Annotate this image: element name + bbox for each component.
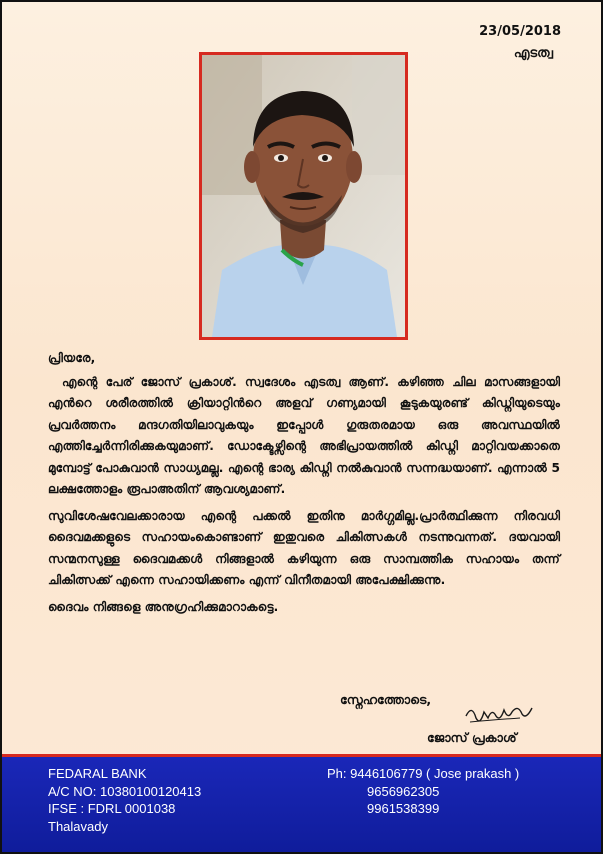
letter-greeting: പ്രിയരേ, [48,351,96,365]
letter-paragraph-3: ദൈവം നിങ്ങളെ അനുഗ്രഹിക്കുമാറാകട്ടെ. [48,599,279,614]
letter-place: എടത്വ [513,46,553,61]
phone-primary: Ph: 9446106779 ( Jose prakash ) [327,766,520,781]
letter-paragraph-1: എന്റെ പേര് ജോസ് പ്രകാശ്. സ്വദേശം എടത്വ ആണ്. കഴിഞ്ഞ ചില മാസങ്ങളായി എൻറെ ശരീരത്തിൽ ക്രിയാറ്റിൻറെ അളവ് ഗണ്യമായി കൂടുകയുരണ്ട് കിഡ്നിയുടെയും പ്രവർത്തനം മന്ദഗതിയിലാവുകയും ഇപ്പോൾ ഗുരുതരമായ ഒരു അവസ്ഥയിൽ എത്തിച്ചേർന്നിരിക്കുകയുമാണ്. ഡോക്ടേഴ്സിന്റെ അഭിപ്രായത്തിൽ കിഡ്നി മാറ്റിവയക്കാതെ മുമ്പോട്ട് പോകുവാൻ സാധ്യമല്ല. എന്റെ ഭാര്യ കിഡ്നി നൽകുവാൻ സന്നദ്ധയാണ്. എന്നാൽ 5 ലക്ഷത്തോളം രൂപാഅതിന് ആവശ്യമാണ്. [48,374,560,496]
bank-details [48,765,201,835]
handwritten-signature [462,698,540,732]
portrait-photo [199,52,408,340]
ifsc-code: IFSE : FDRL 0001038 [48,801,176,816]
letter-closing: സ്നേഹത്തോടെ, [340,692,432,707]
phone-tertiary: 9961538399 [367,801,440,816]
contact-footer [2,754,601,854]
letter-body [48,348,560,623]
phone-secondary: 9656962305 [367,783,440,799]
bank-name: FEDARAL BANK [48,766,147,781]
phone-details [327,765,519,818]
account-number: A/C NO: 10380100120413 [48,783,202,799]
portrait-illustration [202,55,405,337]
signature-scribble [462,698,540,728]
letter-paragraph-2: സുവിശേഷവേലക്കാരായ എന്റെ പക്കൽ ഇതിനു മാർഗ്ഗമില്ല.പ്രാർത്ഥിക്കുന്ന നിരവധി ദൈവമക്കളുടെ സഹായംകൊണ്ടാണ് ഇതുവരെ ചികിത്സകൾ നടന്നുവന്നത്. ദയവായി സന്മനസുള്ള ദൈവമക്കൾ നിങ്ങളാൽ കഴിയുന്ന ഒരു സാമ്പത്തിക സഹായം തന്ന് ചികിത്സക്ക് എന്നെ സഹായിക്കണം എന്ന് വിനീതമായി അപേക്ഷിക്കുന്നു. [48,508,560,587]
signatory-name: ജോസ് പ്രകാശ് [427,730,517,745]
bank-branch: Thalavady [48,818,108,834]
letter-date: 23/05/2018 [479,24,561,39]
